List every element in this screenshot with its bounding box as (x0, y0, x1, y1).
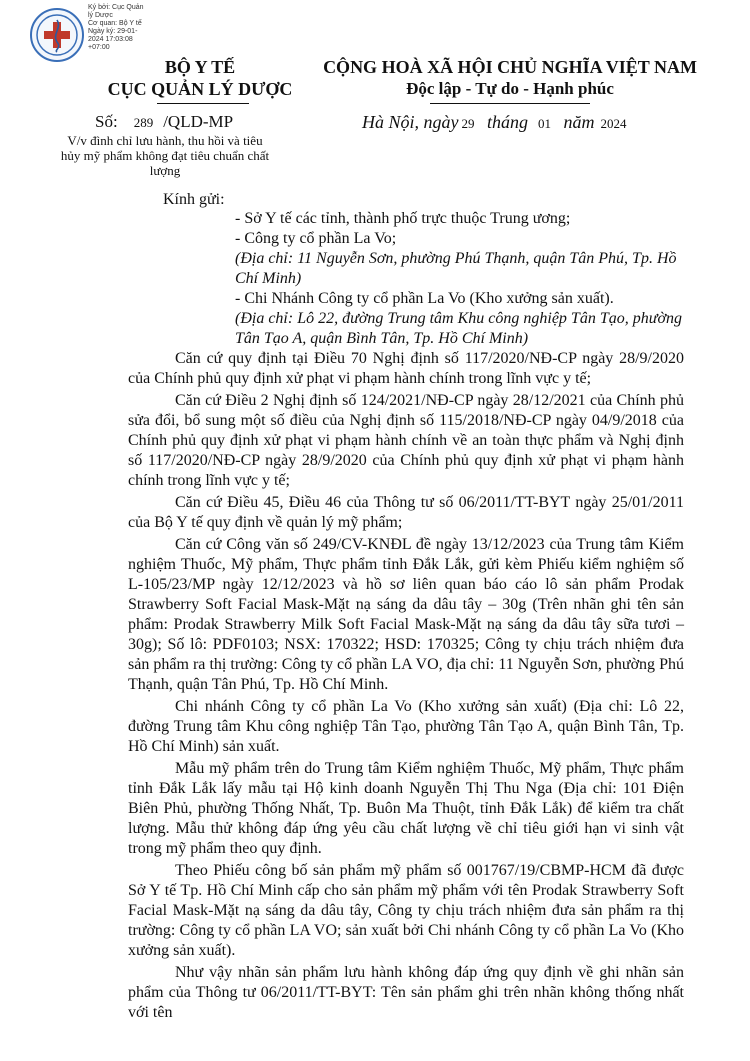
seal-emblem-icon (32, 10, 82, 60)
date-day: 29 (461, 116, 475, 131)
department-name: CỤC QUẢN LÝ DƯỢC (107, 79, 293, 99)
date-month: 01 (538, 116, 552, 131)
signature-line: 2024 17:03:08 (88, 36, 133, 43)
signature-line: Cơ quan: Bộ Y tế (88, 20, 142, 27)
body-paragraph: Căn cứ Công văn số 249/CV-KNĐL đề ngày 13/12/2023 của Trung tâm Kiểm nghiệm Thuốc, Mỹ phẩm, Thực phẩm tỉnh Đắk Lắk, gửi kèm Phiếu kiểm nghiệm số L-105/23/MP ngày 12/12/2023 và hồ sơ liên quan báo cáo lô sản phẩm Prodak Strawberry Soft Facial Mask-Mặt nạ sáng da dâu tây – 30g (Trên nhãn ghi tên sản phẩm: Prodak Strawberry Milk Soft Facial Mask-Mặt nạ sáng da dâu tây sữa tươi – 30g); Số lô: PDF0103; NSX: 170322; HSD: 170325; Công ty chịu trách nhiệm đưa sản phẩm ra thị trường: Công ty cổ phần LA VO, địa chỉ: 11 Nguyễn Sơn, phường Phú Thạnh, quận Tân Phú, Tp. Hồ Chí Minh. (128, 536, 684, 693)
date-year-label: năm (563, 112, 595, 132)
recipient-address: (Địa chỉ: 11 Nguyễn Sơn, phường Phú Thạnh, quận Tân Phú, Tp. Hồ Chí Minh) (235, 250, 677, 287)
recipient-item: - Sở Y tế các tỉnh, thành phố trực thuộc Trung ương; (235, 210, 571, 227)
signature-line: Ký bởi: Cục Quản (88, 4, 144, 11)
document-number (95, 112, 233, 133)
body-paragraph: Chi nhánh Công ty cổ phần La Vo (Kho xưởng sản xuất) (Địa chỉ: Lô 22, đường Trung tâm Khu công nghiệp Tân Tạo, phường Tân Tạo A, quận Bình Tân, Tp. Hồ Chí Minh) sản xuất. (128, 698, 684, 755)
national-motto: Độc lập - Tự do - Hạnh phúc (406, 79, 614, 98)
body-paragraph: Mẫu mỹ phẩm trên do Trung tâm Kiểm nghiệm Thuốc, Mỹ phẩm, Thực phẩm tỉnh Đắk Lắk lấy mẫu tại Hộ kinh doanh Nguyễn Thị Thu Nga (Địa chỉ: 101 Điện Biên Phủ, phường Thống Nhất, Tp. Buôn Ma Thuột, tỉnh Đắk Lắk) để kiểm tra chất lượng. Mẫu thử không đáp ứng yêu cầu chất lượng về chỉ tiêu giới hạn vi sinh vật trong mỹ phẩm theo quy định. (128, 760, 684, 857)
header-divider-left (157, 103, 249, 104)
body-paragraph: Theo Phiếu công bố sản phẩm mỹ phẩm số 001767/19/CBMP-HCM đã được Sở Y tế Tp. Hồ Chí Minh cấp cho sản phẩm mỹ phẩm với tên Prodak Strawberry Soft Facial Mask-Mặt nạ sáng da dâu tây, Công ty chịu trách nhiệm đưa sản phẩm ra thị trường: Công ty cổ phần LA VO; sản xuất bởi Chi nhánh Công ty cổ phần La Vo (Kho xưởng sản xuất). (128, 862, 684, 959)
recipient-address: (Địa chỉ: Lô 22, đường Trung tâm Khu công nghiệp Tân Tạo, phường Tân Tạo A, quận Bình Tân, Tp. Hồ Chí Minh) (235, 310, 682, 347)
body-paragraph: Căn cứ Điều 2 Nghị định số 124/2021/NĐ-CP ngày 28/12/2021 của Chính phủ sửa đổi, bổ sung một số điều của Nghị định số 115/2018/NĐ-CP ngày 04/9/2018 của Chính phủ quy định xử phạt vi phạm hành chính về an toàn thực phẩm và Nghị định số 117/2020/NĐ-CP ngày 28/9/2020 của Chính phủ quy định xử phạt vi phạm hành chính trong lĩnh vực y tế; (128, 392, 684, 489)
document-date (362, 112, 635, 134)
document-body (128, 349, 684, 1025)
number-suffix: /QLD-MP (163, 112, 234, 131)
body-paragraph: Như vậy nhãn sản phẩm lưu hành không đáp ứng quy định về ghi nhãn sản phẩm của Thông tư 06/2011/TT-BYT: Tên sản phẩm ghi trên nhãn không thống nhất với tên (128, 964, 684, 1021)
signature-line: lý Dược (88, 12, 113, 19)
recipient-item: - Công ty cổ phần La Vo; (235, 230, 397, 247)
issuing-organization (100, 56, 300, 100)
document-subject: V/v đình chỉ lưu hành, thu hồi và tiêu hủy mỹ phẩm không đạt tiêu chuẩn chất lượng (60, 133, 270, 178)
body-paragraph: Căn cứ quy định tại Điều 70 Nghị định số 117/2020/NĐ-CP ngày 28/9/2020 của Chính phủ quy định xử phạt vi phạm hành chính trong lĩnh vực y tế; (128, 350, 684, 387)
signature-line: +07:00 (88, 44, 110, 51)
national-heading (300, 56, 720, 100)
number-prefix: Số: (95, 112, 118, 131)
recipient-list (235, 209, 695, 349)
digital-signature-block (88, 4, 158, 52)
body-paragraph: Căn cứ Điều 45, Điều 46 của Thông tư số 06/2011/TT-BYT ngày 25/01/2011 của Bộ Y tế quy định về quản lý mỹ phẩm; (128, 494, 684, 531)
date-month-label: tháng (487, 112, 529, 132)
date-year: 2024 (600, 116, 627, 131)
header-divider-right (430, 103, 590, 104)
nation-name: CỘNG HOÀ XÃ HỘI CHỦ NGHĨA VIỆT NAM (323, 57, 697, 77)
signature-line: Ngày ký: 29-01- (88, 28, 138, 35)
date-place: Hà Nội, ngày (362, 112, 459, 132)
greeting: Kính gửi: (163, 191, 225, 208)
ministry-name: BỘ Y TẾ (164, 57, 236, 77)
number-value: 289 (133, 115, 154, 130)
recipient-item: - Chi Nhánh Công ty cổ phần La Vo (Kho xưởng sản xuất). (235, 290, 614, 307)
ministry-seal-logo (30, 8, 84, 62)
